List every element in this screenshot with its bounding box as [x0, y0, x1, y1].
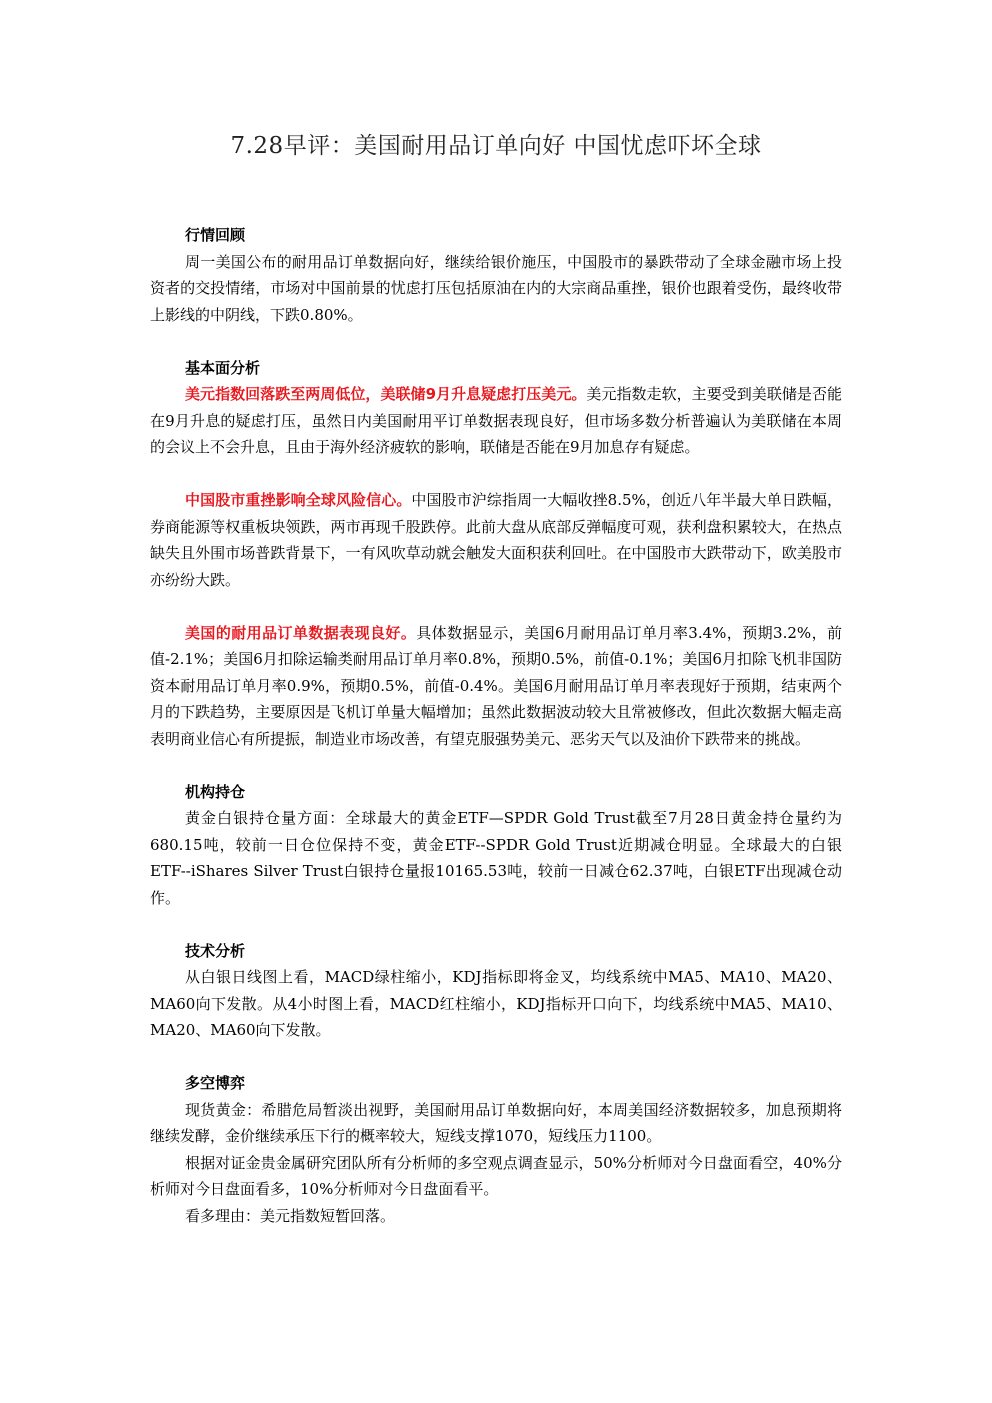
- fundamental-highlight-1: 美元指数回落跌至两周低位，美联储9月升息疑虑打压美元。: [185, 385, 587, 403]
- page-title: 7.28早评：美国耐用品订单向好 中国忧虑吓坏全球: [230, 133, 762, 159]
- section-heading-fundamental: 基本面分析: [185, 358, 261, 377]
- sentiment-paragraph-1: 现货黄金：希腊危局暂淡出视野，美国耐用品订单数据向好，本周美国经济数据较多，加息预期将继续发酵，金价继续承压下行的概率较大，短线支撑1070，短线压力1100。: [150, 1100, 842, 1145]
- section-heading-review: 行情回顾: [185, 226, 246, 244]
- fundamental-body-1: 美元指数走软，主要受到美联储是否能在9月升息的疑虑打压，虽然日内美国耐用平订单数据表现良好，但市场多数分析普遍认为美联储在本周的会议上不会升息，且由于海外经济疲软的影响，联储是否能在9月加息存有疑虑。: [150, 385, 842, 456]
- fundamental-highlight-3: 美国的耐用品订单数据表现良好。: [185, 623, 417, 642]
- fundamental-paragraph-1: [150, 381, 842, 461]
- technical-paragraph: 从白银日线图上看，MACD绿柱缩小，KDJ指标即将金叉，均线系统中MA5、MA10、MA20、MA60向下发散。从4小时图上看，MACD红柱缩小，KDJ指标开口向下，均线系统中MA5、MA10、MA20、MA60向下发散。: [150, 968, 842, 1039]
- document-body: [150, 222, 842, 1229]
- sentiment-paragraph-3: 看多理由：美元指数短暂回落。: [185, 1206, 396, 1225]
- sentiment-paragraph-2: 根据对证金贵金属研究团队所有分析师的多空观点调查显示，50%分析师对今日盘面看空，40%分析师对今日盘面看多，10%分析师对今日盘面看平。: [150, 1153, 842, 1198]
- section-heading-sentiment: 多空博弈: [185, 1074, 246, 1092]
- fundamental-paragraph-2: [150, 487, 842, 593]
- fundamental-highlight-2: 中国股市重挫影响全球风险信心。: [185, 491, 412, 509]
- fundamental-body-2: 中国股市沪综指周一大幅收挫8.5%，创近八年半最大单日跌幅，券商能源等权重板块领跌，两市再现千股跌停。此前大盘从底部反弹幅度可观，获利盘积累较大，在热点缺失且外围市场普跌背景下，一有风吹草动就会触发大面积获利回吐。在中国股市大跌带动下，欧美股市亦纷纷大跌。: [150, 491, 842, 589]
- fundamental-body-3: 具体数据显示，美国6月耐用品订单月率3.4%，预期3.2%，前值-2.1%；美国6月扣除运输类耐用品订单月率0.8%，预期0.5%，前值-0.1%；美国6月扣除飞机非国防资本耐用品订单月率0.9%，预期0.5%，前值-0.4%。美国6月耐用品订单月率表现好于预期，结束两个月的下跌趋势，主要原因是飞机订单量大幅增加；虽然此数据波动较大且常被修改，但此次数据大幅走高表明商业信心有所提振，制造业市场改善，有望克服强势美元、恶劣天气以及油价下跌带来的挑战。: [150, 623, 842, 748]
- holdings-paragraph: 黄金白银持仓量方面：全球最大的黄金ETF—SPDR Gold Trust截至7月28日黄金持仓量约为680.15吨，较前一日仓位保持不变，黄金ETF--SPDR Gold Trust近期减仓明显。全球最大的白银ETF--iShares Silver Trust白银持仓量报10165.53吨，较前一日减仓62.37吨，白银ETF出现减仓动作。: [150, 809, 842, 907]
- fundamental-paragraph-3: [150, 620, 842, 753]
- section-heading-holdings: 机构持仓: [185, 782, 246, 801]
- section-heading-technical: 技术分析: [185, 941, 246, 960]
- review-paragraph: 周一美国公布的耐用品订单数据向好，继续给银价施压，中国股市的暴跌带动了全球金融市场上投资者的交投情绪，市场对中国前景的忧虑打压包括原油在内的大宗商品重挫，银价也跟着受伤，最终收带上影线的中阴线，下跌0.80%。: [150, 252, 842, 324]
